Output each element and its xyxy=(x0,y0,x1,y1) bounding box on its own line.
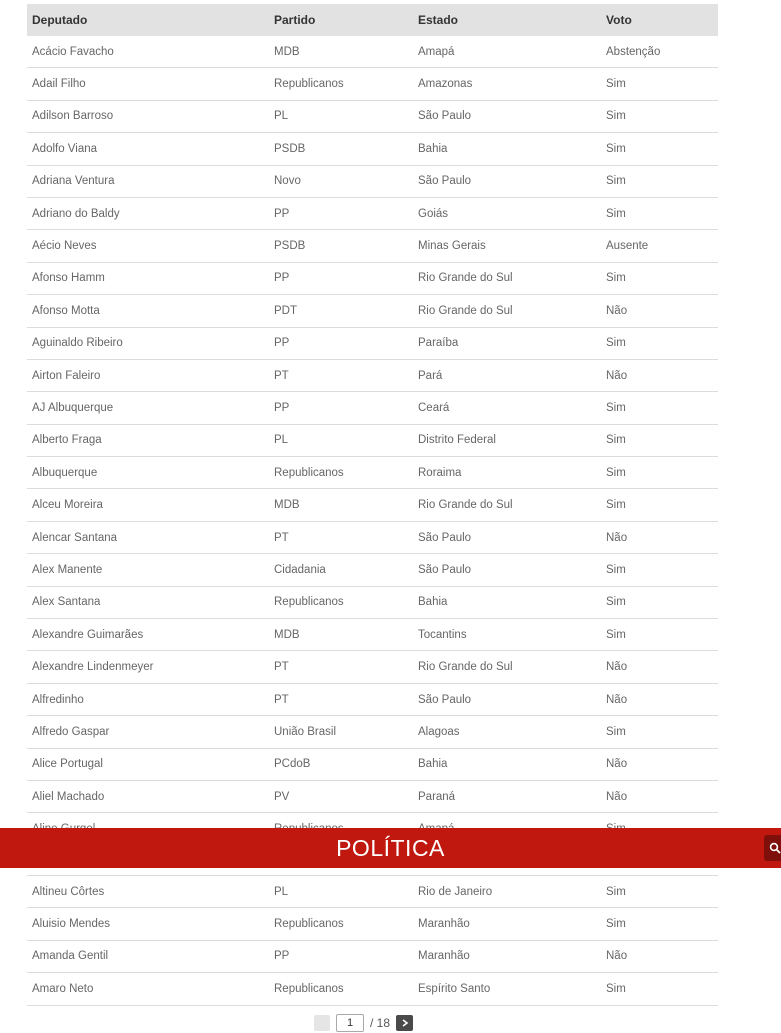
cell-voto: Sim xyxy=(601,392,718,424)
section-banner xyxy=(0,828,781,868)
cell-deputado: Adolfo Viana xyxy=(27,133,269,165)
cell-estado: Goiás xyxy=(413,197,601,229)
table-row xyxy=(27,133,718,165)
cell-voto: Sim xyxy=(601,424,718,456)
cell-partido: PSDB xyxy=(269,133,413,165)
cell-deputado: Aguinaldo Ribeiro xyxy=(27,327,269,359)
cell-estado: Paraíba xyxy=(413,327,601,359)
table-row xyxy=(27,876,718,908)
cell-partido: MDB xyxy=(269,619,413,651)
table-row xyxy=(27,392,718,424)
table-row xyxy=(27,940,718,972)
cell-deputado: Airton Faleiro xyxy=(27,359,269,391)
cell-estado: Paraná xyxy=(413,780,601,812)
cell-voto: Sim xyxy=(601,457,718,489)
cell-partido: PP xyxy=(269,940,413,972)
cell-deputado: Adriano do Baldy xyxy=(27,197,269,229)
header-partido: Partido xyxy=(269,4,413,36)
cell-partido: PT xyxy=(269,521,413,553)
table-row xyxy=(27,327,718,359)
cell-deputado: Amanda Gentil xyxy=(27,940,269,972)
cell-estado: Rio Grande do Sul xyxy=(413,489,601,521)
cell-estado: Minas Gerais xyxy=(413,230,601,262)
cell-voto: Ausente xyxy=(601,230,718,262)
votes-table-continued xyxy=(27,875,718,1006)
page-total: / 18 xyxy=(370,1016,391,1030)
cell-voto: Não xyxy=(601,295,718,327)
cell-voto: Sim xyxy=(601,619,718,651)
cell-deputado: Aliel Machado xyxy=(27,780,269,812)
prev-page-button[interactable] xyxy=(314,1015,330,1031)
header-deputado: Deputado xyxy=(27,4,269,36)
cell-voto: Não xyxy=(601,780,718,812)
cell-estado: Rio Grande do Sul xyxy=(413,262,601,294)
cell-partido: Novo xyxy=(269,165,413,197)
cell-deputado: Adriana Ventura xyxy=(27,165,269,197)
cell-voto: Sim xyxy=(601,68,718,100)
cell-estado: Amazonas xyxy=(413,68,601,100)
cell-deputado: Alberto Fraga xyxy=(27,424,269,456)
cell-partido: PP xyxy=(269,392,413,424)
table-row xyxy=(27,780,718,812)
table-row xyxy=(27,36,718,68)
cell-partido: PT xyxy=(269,359,413,391)
cell-deputado: Albuquerque xyxy=(27,457,269,489)
cell-partido: MDB xyxy=(269,36,413,68)
table-row xyxy=(27,100,718,132)
cell-estado: Amapá xyxy=(413,36,601,68)
cell-partido: União Brasil xyxy=(269,716,413,748)
cell-deputado: Alencar Santana xyxy=(27,521,269,553)
cell-voto: Sim xyxy=(601,197,718,229)
cell-estado: Tocantins xyxy=(413,619,601,651)
votes-table-container xyxy=(27,4,718,846)
table-row xyxy=(27,973,718,1005)
cell-voto: Sim xyxy=(601,973,718,1005)
cell-voto: Sim xyxy=(601,586,718,618)
cell-voto: Não xyxy=(601,651,718,683)
cell-deputado: Alice Portugal xyxy=(27,748,269,780)
cell-partido: PCdoB xyxy=(269,748,413,780)
cell-estado: Maranhão xyxy=(413,940,601,972)
table-header-row xyxy=(27,4,718,36)
table-row xyxy=(27,619,718,651)
table-row xyxy=(27,908,718,940)
cell-deputado: Alexandre Guimarães xyxy=(27,619,269,651)
cell-deputado: Adail Filho xyxy=(27,68,269,100)
cell-partido: Republicanos xyxy=(269,586,413,618)
cell-partido: PP xyxy=(269,197,413,229)
cell-partido: PL xyxy=(269,876,413,908)
cell-voto: Não xyxy=(601,359,718,391)
table-row xyxy=(27,586,718,618)
cell-estado: São Paulo xyxy=(413,100,601,132)
cell-deputado: Aluisio Mendes xyxy=(27,908,269,940)
cell-deputado: Alexandre Lindenmeyer xyxy=(27,651,269,683)
search-icon xyxy=(769,842,781,854)
cell-estado: Rio de Janeiro xyxy=(413,876,601,908)
table-row xyxy=(27,68,718,100)
cell-estado: Ceará xyxy=(413,392,601,424)
cell-voto: Não xyxy=(601,748,718,780)
table-row xyxy=(27,295,718,327)
pagination xyxy=(314,1013,413,1033)
cell-voto: Sim xyxy=(601,100,718,132)
table-row xyxy=(27,489,718,521)
table-row xyxy=(27,748,718,780)
cell-estado: Rio Grande do Sul xyxy=(413,651,601,683)
cell-estado: São Paulo xyxy=(413,554,601,586)
cell-estado: Roraima xyxy=(413,457,601,489)
cell-estado: Bahia xyxy=(413,586,601,618)
cell-deputado: AJ Albuquerque xyxy=(27,392,269,424)
cell-deputado: Afonso Hamm xyxy=(27,262,269,294)
header-voto: Voto xyxy=(601,4,718,36)
table-row xyxy=(27,457,718,489)
cell-partido: PP xyxy=(269,327,413,359)
cell-estado: Espírito Santo xyxy=(413,973,601,1005)
header-estado: Estado xyxy=(413,4,601,36)
cell-deputado: Alfredinho xyxy=(27,683,269,715)
cell-partido: Republicanos xyxy=(269,973,413,1005)
section-title: POLÍTICA xyxy=(336,834,445,861)
cell-partido: PV xyxy=(269,780,413,812)
cell-voto: Sim xyxy=(601,908,718,940)
cell-partido: Republicanos xyxy=(269,457,413,489)
page-number-input[interactable] xyxy=(336,1014,364,1032)
table-row xyxy=(27,359,718,391)
table-row xyxy=(27,716,718,748)
cell-partido: PL xyxy=(269,100,413,132)
cell-voto: Sim xyxy=(601,489,718,521)
votes-table-lower xyxy=(27,875,718,1006)
cell-deputado: Aécio Neves xyxy=(27,230,269,262)
cell-estado: Pará xyxy=(413,359,601,391)
cell-voto: Sim xyxy=(601,327,718,359)
cell-voto: Não xyxy=(601,521,718,553)
cell-deputado: Alex Manente xyxy=(27,554,269,586)
cell-deputado: Afonso Motta xyxy=(27,295,269,327)
cell-estado: Bahia xyxy=(413,748,601,780)
table-row xyxy=(27,554,718,586)
cell-partido: PT xyxy=(269,651,413,683)
cell-voto: Não xyxy=(601,683,718,715)
cell-deputado: Altineu Côrtes xyxy=(27,876,269,908)
cell-estado: Bahia xyxy=(413,133,601,165)
cell-deputado: Alfredo Gaspar xyxy=(27,716,269,748)
cell-partido: PL xyxy=(269,424,413,456)
votes-table xyxy=(27,4,718,846)
table-row xyxy=(27,230,718,262)
cell-estado: São Paulo xyxy=(413,521,601,553)
cell-deputado: Amaro Neto xyxy=(27,973,269,1005)
table-row xyxy=(27,262,718,294)
cell-voto: Sim xyxy=(601,262,718,294)
cell-voto: Não xyxy=(601,940,718,972)
cell-voto: Sim xyxy=(601,165,718,197)
cell-partido: PDT xyxy=(269,295,413,327)
cell-deputado: Alex Santana xyxy=(27,586,269,618)
next-page-button[interactable] xyxy=(396,1015,413,1031)
table-row xyxy=(27,424,718,456)
table-row xyxy=(27,683,718,715)
cell-deputado: Alceu Moreira xyxy=(27,489,269,521)
cell-voto: Sim xyxy=(601,133,718,165)
cell-voto: Sim xyxy=(601,716,718,748)
chevron-right-icon xyxy=(401,1019,409,1027)
search-button[interactable] xyxy=(764,835,781,861)
cell-estado: Rio Grande do Sul xyxy=(413,295,601,327)
cell-estado: Maranhão xyxy=(413,908,601,940)
cell-estado: São Paulo xyxy=(413,683,601,715)
table-row xyxy=(27,521,718,553)
cell-partido: Republicanos xyxy=(269,908,413,940)
cell-partido: PT xyxy=(269,683,413,715)
cell-partido: PP xyxy=(269,262,413,294)
cell-partido: Republicanos xyxy=(269,68,413,100)
table-row xyxy=(27,165,718,197)
cell-voto: Sim xyxy=(601,554,718,586)
cell-partido: Cidadania xyxy=(269,554,413,586)
cell-voto: Sim xyxy=(601,876,718,908)
table-row xyxy=(27,197,718,229)
cell-deputado: Acácio Favacho xyxy=(27,36,269,68)
cell-estado: São Paulo xyxy=(413,165,601,197)
cell-voto: Abstenção xyxy=(601,36,718,68)
cell-estado: Alagoas xyxy=(413,716,601,748)
cell-deputado: Adilson Barroso xyxy=(27,100,269,132)
table-row xyxy=(27,651,718,683)
cell-partido: MDB xyxy=(269,489,413,521)
cell-estado: Distrito Federal xyxy=(413,424,601,456)
cell-partido: PSDB xyxy=(269,230,413,262)
